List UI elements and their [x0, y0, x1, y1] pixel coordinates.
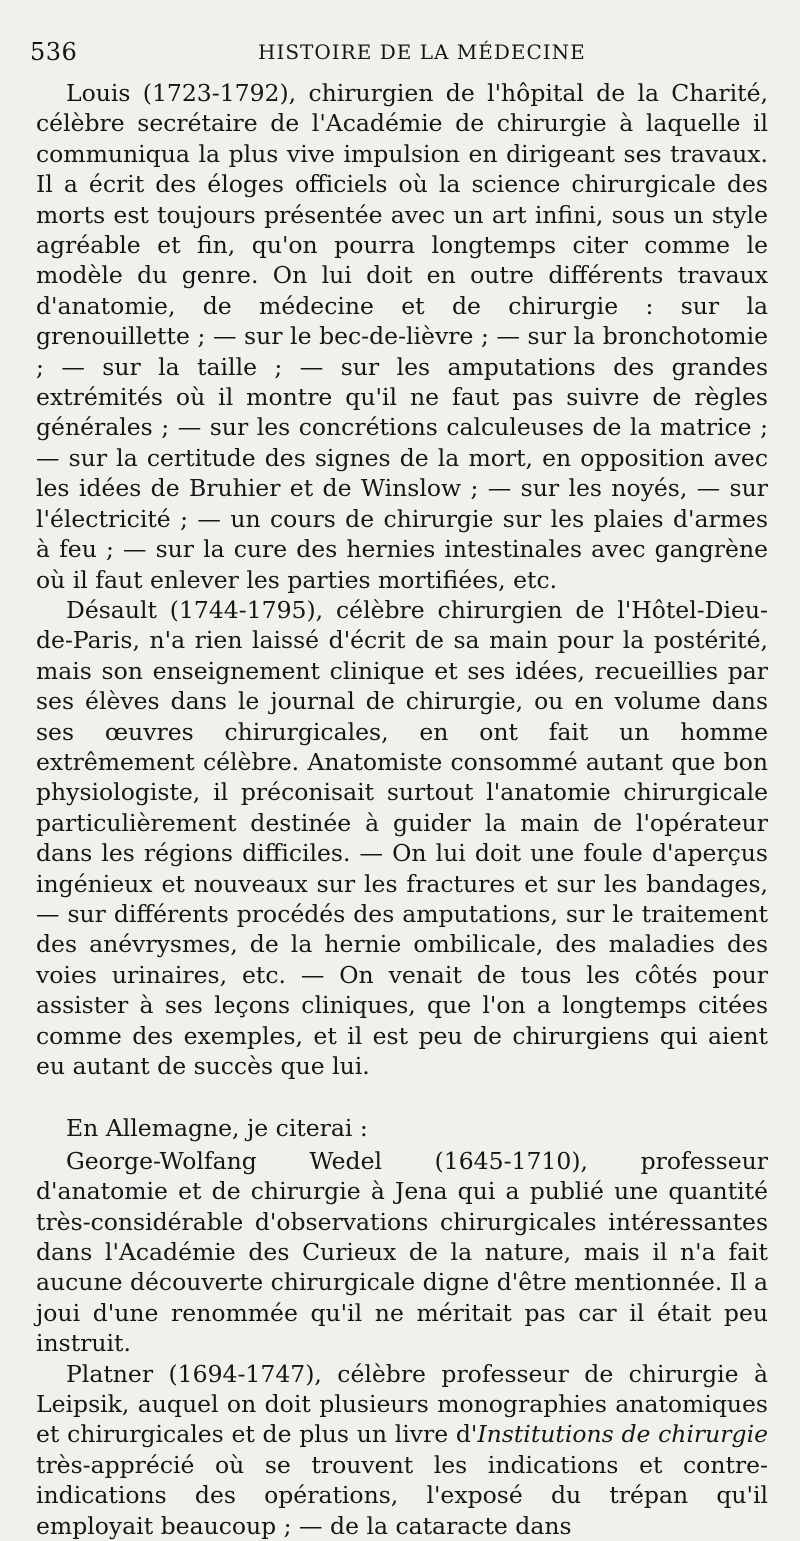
book-title: Institutions de chirurgie — [477, 1420, 769, 1449]
platner-text-after: très-apprécié où se trouvent les indications et contre-indications des opérations, l'exposé du trépan qu'il employait beaucoup ; — de la cataracte dans — [36, 1450, 768, 1540]
page-number: 536 — [30, 38, 78, 66]
platner-text-before: Platner (1694-1747), célèbre professeur de chirurgie à Leipsik, auquel on doit plusieurs monographies anatomiques et chirurgicales et de plus un livre d' — [36, 1359, 768, 1449]
paragraph-louis: Louis (1723-1792), chirurgien de l'hôpital de la Charité, célèbre secrétaire de l'Académie de chirurgie à laquelle il communiqua la plus vive impulsion en dirigeant ses travaux. Il a écrit des éloges officiels où la science chirurgicale des morts est toujours présentée avec un art infini, sous un style agréable et fin, qu'on pourra longtemps citer comme le modèle du genre. On lui doit en outre différents travaux d'anatomie, de médecine et de chirurgie : sur la grenouillette ; — sur le bec-de-lièvre ; — sur la bronchotomie ; — sur la taille ; — sur les amputations des grandes extrémités où il montre qu'il ne faut pas suivre de règles générales ; — sur les concrétions calculeuses de la matrice ; — sur la certitude des signes de la mort, en opposition avec les idées de Bruhier et de Winslow ; — sur les noyés, — sur l'électricité ; — un cours de chirurgie sur les plaies d'armes à feu ; — sur la cure des hernies intestinales avec gangrène où il faut enlever les parties mortifiées, etc. — [36, 79, 768, 594]
running-head: HISTOIRE DE LA MÉDECINE — [258, 40, 586, 64]
paragraph-platner — [36, 1359, 768, 1541]
body-text — [36, 78, 768, 1541]
paragraph-desault: Désault (1744-1795), célèbre chirurgien de l'Hôtel-Dieu-de-Paris, n'a rien laissé d'écrit de sa main pour la postérité, mais son enseignement clinique et ses idées, recueillies par ses élèves dans le journal de chirurgie, ou en volume dans ses œuvres chirurgicales, en ont fait un homme extrêmement célèbre. Anatomiste consommé autant que bon physiologiste, il préconisait surtout l'anatomie chirurgicale particulièrement destinée à guider la main de l'opérateur dans les régions difficiles. — On lui doit une foule d'aperçus ingénieux et nouveaux sur les fractures et sur les bandages, — sur différents procédés des amputations, sur le traitement des anévrysmes, de la hernie ombilicale, des maladies des voies urinaires, etc. — On venait de tous les côtés pour assister à ses leçons cliniques, que l'on a longtemps citées comme des exemples, et il est peu de chirurgiens qui aient eu autant de succès que lui. — [36, 595, 768, 1080]
paragraph-wedel: George-Wolfang Wedel (1645-1710), professeur d'anatomie et de chirurgie à Jena qui a publié une quantité très-considérable d'observations chirurgicales intéressantes dans l'Académie des Curieux de la nature, mais il n'a fait aucune découverte chirurgicale digne d'être mentionnée. Il a joui d'une renommée qu'il ne méritait pas car il était peu instruit. — [36, 1146, 768, 1358]
paragraph-allemagne: En Allemagne, je citerai : — [66, 1114, 368, 1143]
page-header — [30, 38, 760, 72]
